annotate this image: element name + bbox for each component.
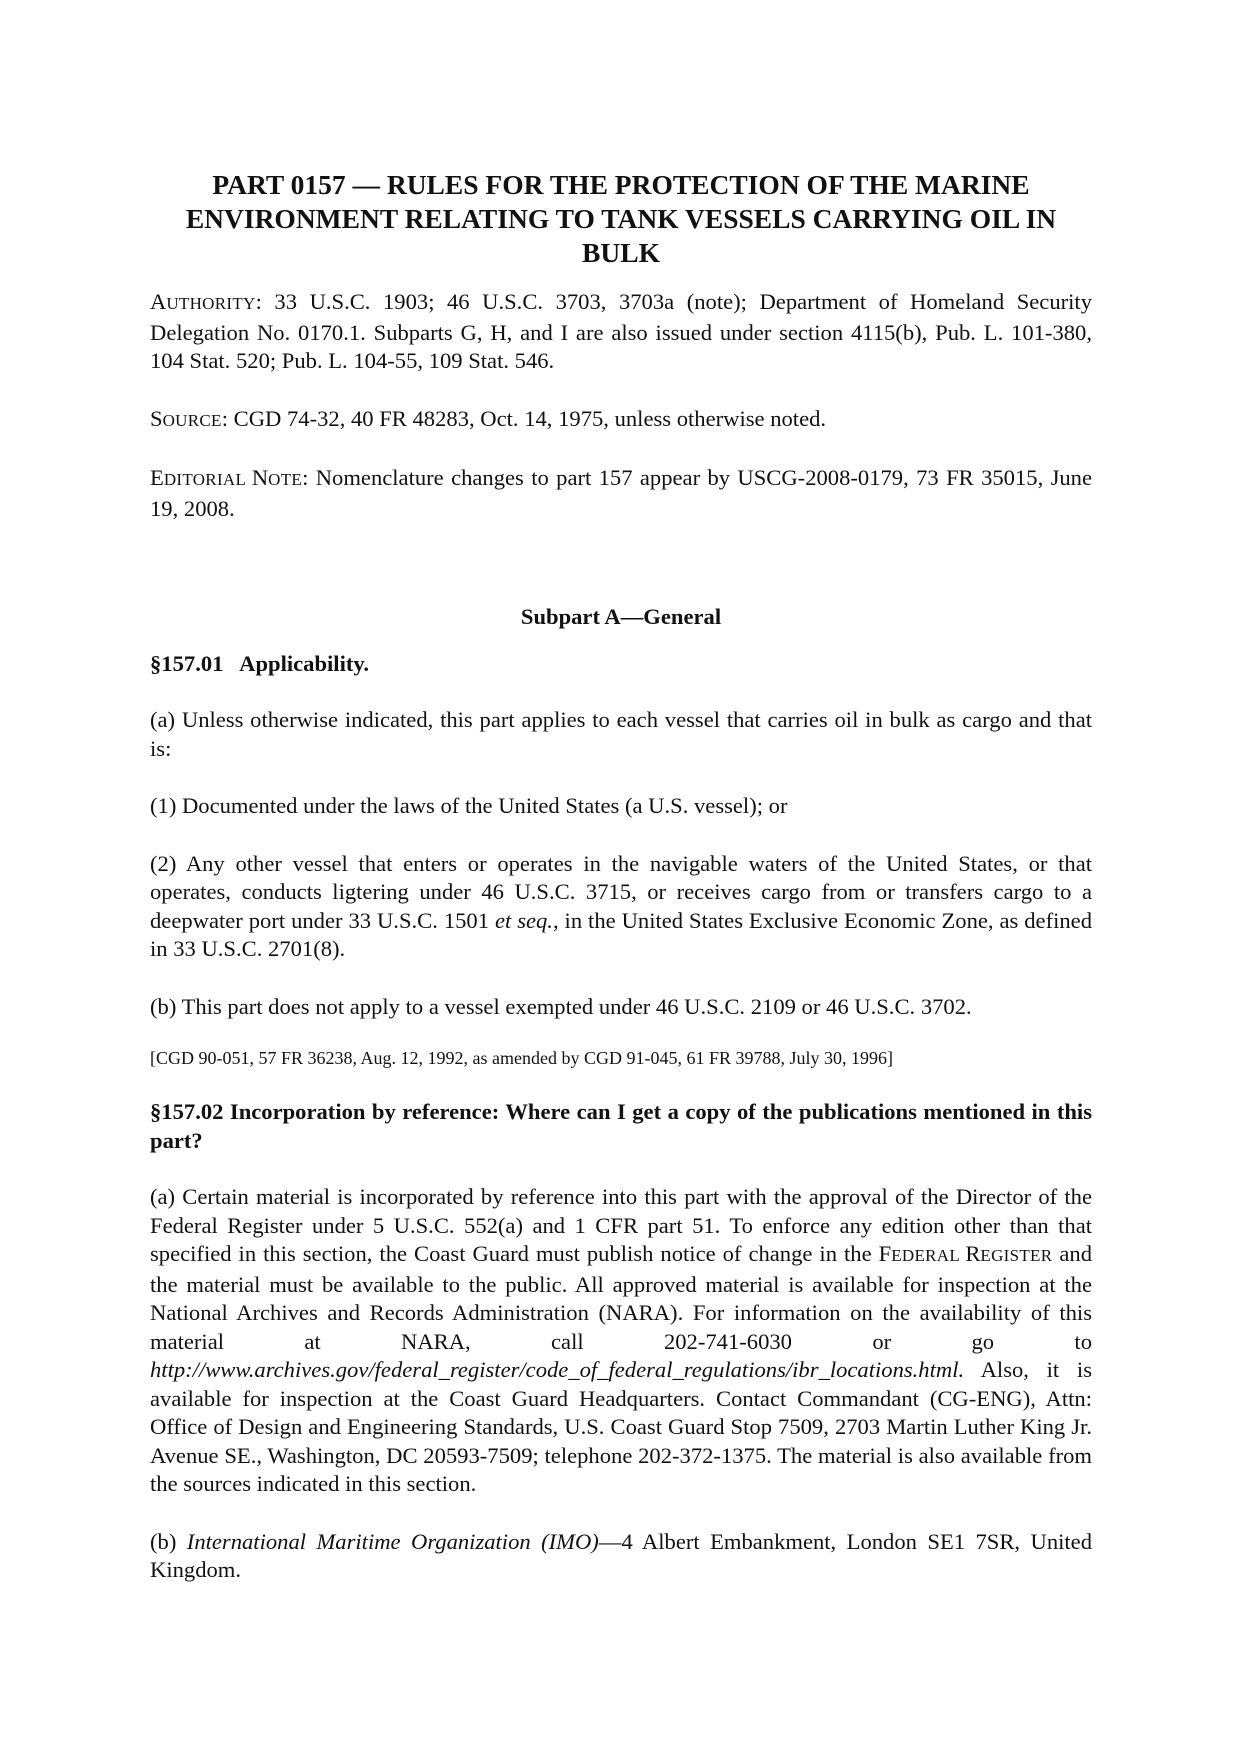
- section-157-01-para-a2: [150, 850, 1092, 964]
- section-157-01-heading: §157.01 Applicability.: [150, 650, 370, 676]
- authority-label-rest: UTHORITY: [166, 294, 256, 313]
- source-paragraph: [150, 405, 1092, 436]
- authority-paragraph: [150, 288, 1092, 376]
- source-label-rest: OURCE: [162, 410, 222, 430]
- editorial-label-lead-1: E: [150, 465, 164, 490]
- imo-name: International Maritime Organization (IMO): [186, 1528, 599, 1554]
- part-title: [150, 168, 1092, 270]
- federal-register-rest-1: EDERAL: [891, 1246, 966, 1265]
- section-157-01-para-a: (a) Unless otherwise indicated, this part applies to each vessel that carries oil in bulk as cargo and that is:: [150, 707, 1092, 761]
- document-page: [150, 168, 1092, 1614]
- authority-text: : 33 U.S.C. 1903; 46 U.S.C. 3703, 3703a (note); Department of Homeland Security Delegation No. 0170.1. Subparts G, H, and I are also issued under section 4115(b), Pub. L. 101-380, 104 Stat. 520; Pub. L. 104-55, 109 Stat. 546.: [150, 289, 1092, 373]
- federal-register-lead-2: R: [965, 1241, 981, 1266]
- subpart-heading: Subpart A—General: [520, 604, 722, 629]
- para-a2-text-after: , in the United States Exclusive Economic Zone, as defined in 33 U.S.C. 2701(8).: [150, 907, 1092, 961]
- part-title-line-3: BULK: [582, 237, 660, 268]
- editorial-label-rest-2: OTE: [268, 470, 303, 489]
- para-157-02-a-part-3: Also, it is available for inspection at the Coast Guard Headquarters. Contact Commandant (CG-ENG), Attn: Office of Design and Engineering Standards, U.S. Coast Guard Stop 7509, 2703 Martin Luther King Jr. Avenue SE., Washington, DC 20593-7509; telephone 202-372-1375. The material is also available from the sources indicated in this section.: [150, 1357, 1092, 1496]
- section-157-01-citation: [CGD 90-051, 57 FR 36238, Aug. 12, 1992, as amended by CGD 91-045, 61 FR 39788, July 30, 1996]: [150, 1048, 893, 1068]
- federal-register-lead-1: F: [878, 1241, 892, 1266]
- source-text: : CGD 74-32, 40 FR 48283, Oct. 14, 1975, unless otherwise noted.: [221, 405, 827, 431]
- section-157-02-para-a: [150, 1183, 1092, 1499]
- section-157-02-para-b: [150, 1528, 1092, 1585]
- para-157-02-b-prefix: (b): [150, 1528, 187, 1554]
- editorial-label-lead-2: N: [251, 465, 269, 490]
- part-title-line-2: ENVIRONMENT RELATING TO TANK VESSELS CARRYING OIL IN: [185, 203, 1057, 234]
- para-157-02-b-rest: —4 Albert Embankment, London SE1 7SR, United Kingdom.: [150, 1528, 1093, 1582]
- authority-label-lead: A: [150, 289, 167, 314]
- para-157-02-a-part-1: (a) Certain material is incorporated by reference into this part with the approval of the Director of the Federal Register under 5 U.S.C. 552(a) and 1 CFR part 51. To enforce any edition other than that specified in this section, the Coast Guard must publish notice of change in the: [150, 1184, 1092, 1266]
- para-a2-et-seq: et seq.: [494, 907, 553, 933]
- editorial-label-rest-1: DITORIAL: [163, 470, 252, 489]
- section-157-01-para-b: (b) This part does not apply to a vessel exempted under 46 U.S.C. 2109 or 46 U.S.C. 3702.: [150, 993, 972, 1019]
- editorial-note-paragraph: [150, 464, 1092, 523]
- federal-register-rest-2: EGISTER: [980, 1246, 1053, 1265]
- editorial-note-text: : Nomenclature changes to part 157 appear by USCG-2008-0179, 73 FR 35015, June 19, 2008.: [150, 465, 1092, 521]
- nara-ibr-url: http://www.archives.gov/federal_register/code_of_federal_regulations/ibr_locations.html.: [150, 1357, 965, 1382]
- para-157-02-a-part-2: and the material must be available to the public. All approved material is available for inspection at the National Archives and Records Administration (NARA). For information on the availability of this material at NARA, call 202-741-6030 or go to: [150, 1241, 1092, 1354]
- part-title-line-1: PART 0157 — RULES FOR THE PROTECTION OF THE MARINE: [212, 169, 1030, 200]
- para-a2-text-before: (2) Any other vessel that enters or operates in the navigable waters of the United States, or that operates, conducts ligtering under 46 U.S.C. 3715, or receives cargo from or transfers cargo to a deepwater port under 33 U.S.C. 1501: [150, 850, 1092, 933]
- section-157-02-heading: §157.02 Incorporation by reference: Where can I get a copy of the publications mentioned in this part?: [150, 1099, 1092, 1153]
- section-157-01-para-a1: (1) Documented under the laws of the United States (a U.S. vessel); or: [150, 793, 788, 818]
- source-label-lead: S: [150, 405, 163, 431]
